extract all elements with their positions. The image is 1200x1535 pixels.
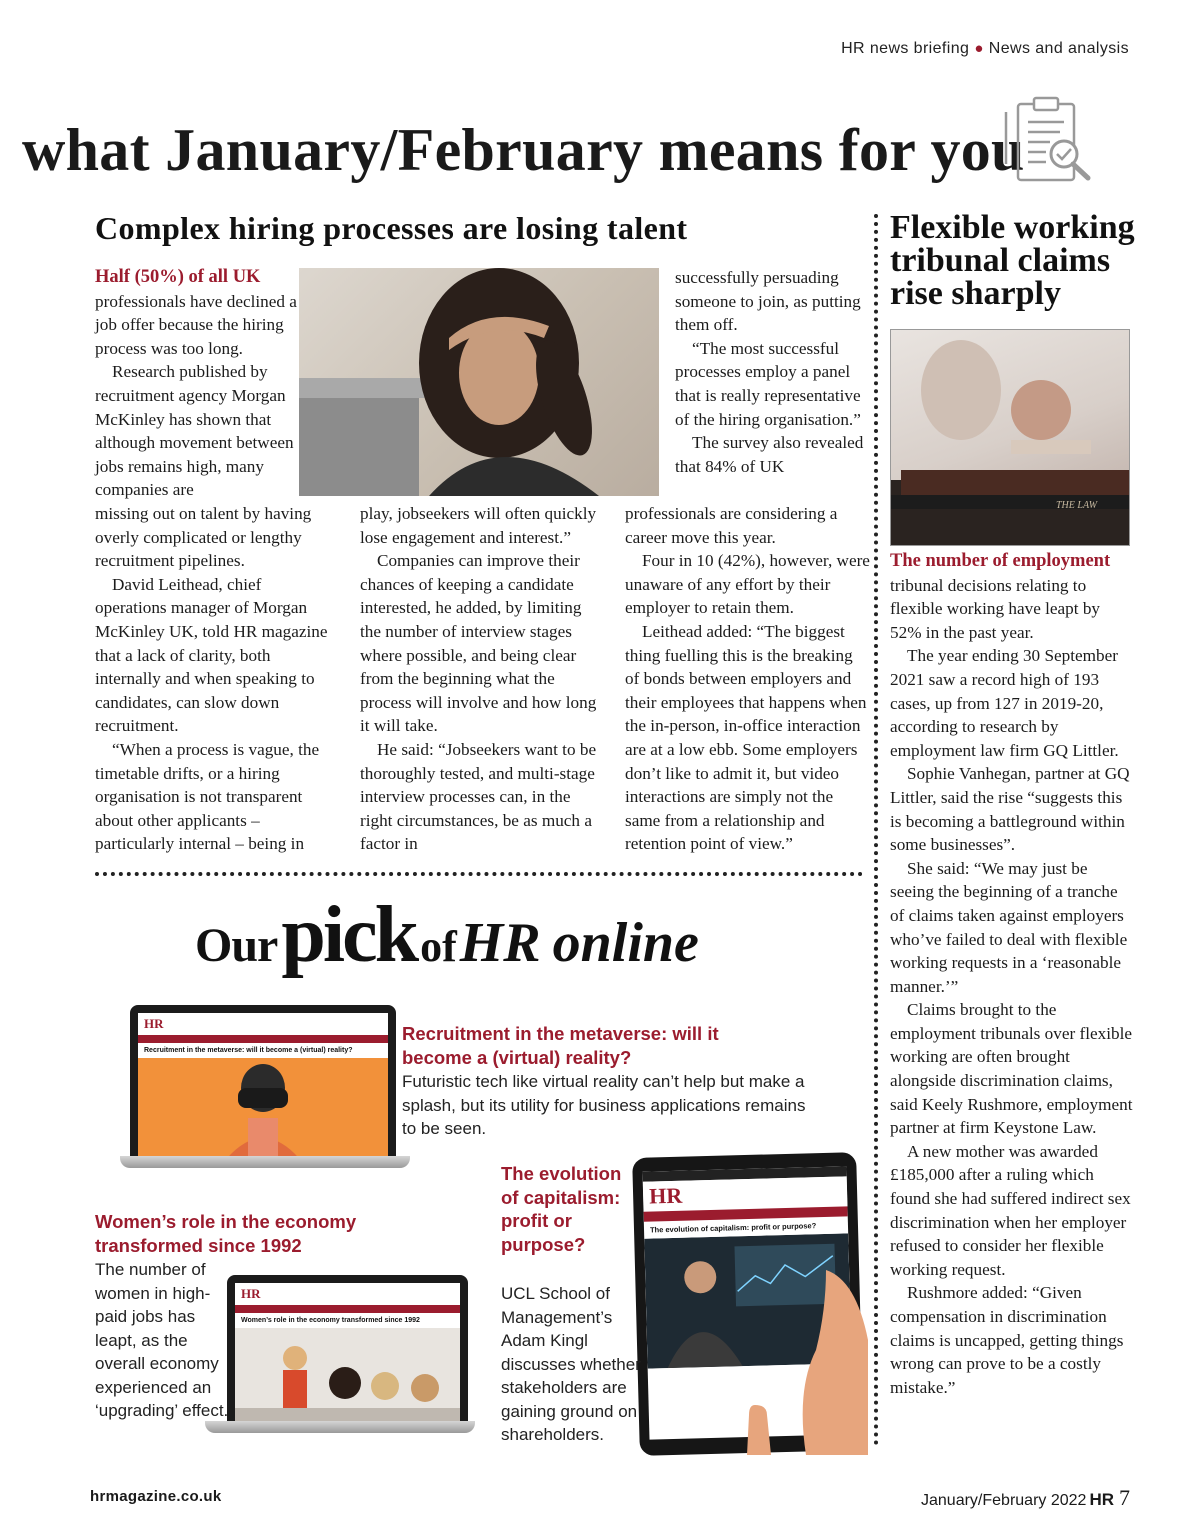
paragraph: “When a process is vague, the timetable drifts, or a hiring organisation is not transparent about other applicants – particularly internal – being in (95, 739, 320, 854)
article-column (675, 266, 865, 478)
article-column (360, 502, 605, 856)
bullet-icon: ● (974, 40, 984, 57)
paragraph: play, jobseekers will often quickly lose engagement and interest.” (360, 504, 597, 547)
article-headline-tribunal: Flexible working tribunal claims rise sharply (890, 209, 1135, 312)
issue-date: January/February 2022 (921, 1492, 1087, 1509)
page-title: what January/February means for you (22, 117, 1025, 183)
paragraph: David Leithead, chief operations manager of Morgan McKinley UK, told HR magazine that a lack of clarity, both internally and when speaking to candidates, can slow down recruitment. (95, 574, 328, 736)
title-word: Our (195, 919, 278, 972)
dotted-divider (95, 872, 863, 876)
title-word: online (552, 912, 699, 974)
mini-nav (138, 1035, 388, 1043)
laptop-metaverse (120, 1005, 410, 1175)
paragraph: Claims brought to the employment tribunals over flexible working are often brought alongside discrimination claims, said Keely Rushmore, employment partner at firm Keystone Law. (890, 1000, 1133, 1138)
paragraph: successfully persuading someone to join, as putting them off. (675, 268, 861, 335)
clipboard-search-icon (1000, 92, 1096, 188)
footer-issue (921, 1485, 1130, 1511)
pick-summary-metaverse: Futuristic tech like virtual reality can’t help but make a splash, but its utility for business applications remains to be seen. (402, 1072, 806, 1138)
laptop-base (205, 1421, 475, 1433)
pick-headline-women-economy[interactable]: Women’s role in the economy transformed since 1992 (95, 1211, 357, 1256)
paragraph: A new mother was awarded £185,000 after a ruling which found she had suffered indirect sex discrimination when her employer refused to consider her flexible working request. (890, 1141, 1131, 1279)
paragraph: “The most successful processes employ a panel that is really representative of the hiring organisation.” (675, 338, 861, 429)
photo-stressed-woman (299, 268, 659, 496)
article-column (95, 265, 300, 502)
lead-in: Half (50%) of all UK (95, 267, 261, 287)
meeting-image (235, 1328, 460, 1428)
hand-image (786, 1270, 868, 1455)
running-head (841, 40, 1129, 58)
article-column (95, 502, 335, 856)
brand-mark: HR (1089, 1490, 1114, 1509)
subsection-label: News and analysis (988, 40, 1129, 57)
finger-image (741, 1405, 781, 1455)
photo-law-books (890, 329, 1130, 546)
page-number: 7 (1119, 1485, 1130, 1510)
paragraph: Four in 10 (42%), however, were unaware of any effort by their employer to retain them. (625, 551, 870, 618)
mini-logo: HR (138, 1013, 388, 1035)
paragraph: Research published by recruitment agency Morgan McKinley has shown that although movement between jobs remains high, many companies are (95, 362, 294, 500)
title-word: HR (459, 912, 541, 974)
laptop-base (120, 1156, 410, 1168)
book-label: THE LAW (1056, 500, 1098, 511)
paragraph: missing out on talent by having overly complicated or lengthy recruitment pipelines. (95, 504, 312, 571)
article-column (625, 502, 870, 856)
tablet-capitalism (636, 1155, 868, 1455)
paragraph: Companies can improve their chances of keeping a candidate interested, he added, by limiting the number of interview stages where possible, and being clear from the beginning what the process will involve and how long it will take. (360, 551, 597, 736)
pick-headline-metaverse[interactable]: Recruitment in the metaverse: will it become a (virtual) reality? (402, 1023, 719, 1068)
section-label: HR news briefing (841, 40, 970, 57)
laptop-screen (227, 1275, 468, 1431)
footer-site[interactable]: hrmagazine.co.uk (90, 1488, 222, 1505)
lead-in: The number of employment (890, 551, 1111, 571)
pick-summary-women-economy: The number of women in high-paid jobs has leapt, as the overall economy experienced an ‘upgrading’ effect. (95, 1260, 229, 1420)
mini-logo: HR (643, 1176, 848, 1211)
paragraph: professionals are considering a career move this year. (625, 504, 838, 547)
mini-title: The evolution of capitalism: profit or purpose? (649, 1221, 817, 1235)
pick-headline-capitalism[interactable]: The evolution of capitalism: profit or purpose? (501, 1163, 622, 1255)
title-word: of (420, 922, 457, 971)
title-word: pick (281, 891, 417, 979)
mini-nav (235, 1305, 460, 1313)
paragraph: He said: “Jobseekers want to be thoroughly tested, and multi-stage interview processes can, in the right circumstances, be as much a factor in (360, 739, 597, 854)
section-title-our-pick (195, 890, 795, 980)
paragraph: Rushmore added: “Given compensation in discrimination claims is uncapped, getting things wrong can prove to be a costly mistake.” (890, 1283, 1124, 1397)
mini-title: Recruitment in the metaverse: will it become a (virtual) reality? (144, 1047, 353, 1054)
paragraph: Leithead added: “The biggest thing fuelling this is the breaking of bonds between employers and their employees that happens when the in-person, in-office interaction are at a low ebb. Some employers don’t like to admit it, but video interactions are simply not the same from a relationship and retention point of view.” (625, 621, 867, 854)
paragraph: Sophie Vanhegan, partner at GQ Littler, said the rise “suggests this is becoming a battleground within some businesses”. (890, 764, 1130, 855)
paragraph: professionals have declined a job offer because the hiring process was too long. (95, 291, 297, 358)
pick-summary-capitalism: UCL School of Management’s Adam Kingl discusses whether stakeholders are gaining ground on shareholders. (501, 1284, 641, 1444)
laptop-screen (130, 1005, 396, 1166)
mini-title: Women’s role in the economy transformed since 1992 (241, 1317, 420, 1324)
paragraph: The survey also revealed that 84% of UK (675, 433, 864, 476)
paragraph: She said: “We may just be seeing the beginning of a tranche of claims taken against employers who’ve failed to deal with flexible working requests in a ‘reasonable manner.’” (890, 858, 1128, 996)
paragraph: The year ending 30 September 2021 saw a record high of 193 cases, up from 127 in 2019-20, according to research by employment law firm GQ Littler. (890, 646, 1119, 760)
laptop-women-economy (205, 1275, 475, 1445)
dotted-divider-vertical (874, 214, 878, 1446)
mini-logo: HR (235, 1283, 460, 1305)
article-headline-hiring: Complex hiring processes are losing talent (95, 210, 688, 246)
vr-headset-image (138, 1058, 388, 1163)
article-column (890, 549, 1135, 1399)
paragraph: tribunal decisions relating to flexible working have leapt by 52% in the past year. (890, 575, 1101, 642)
